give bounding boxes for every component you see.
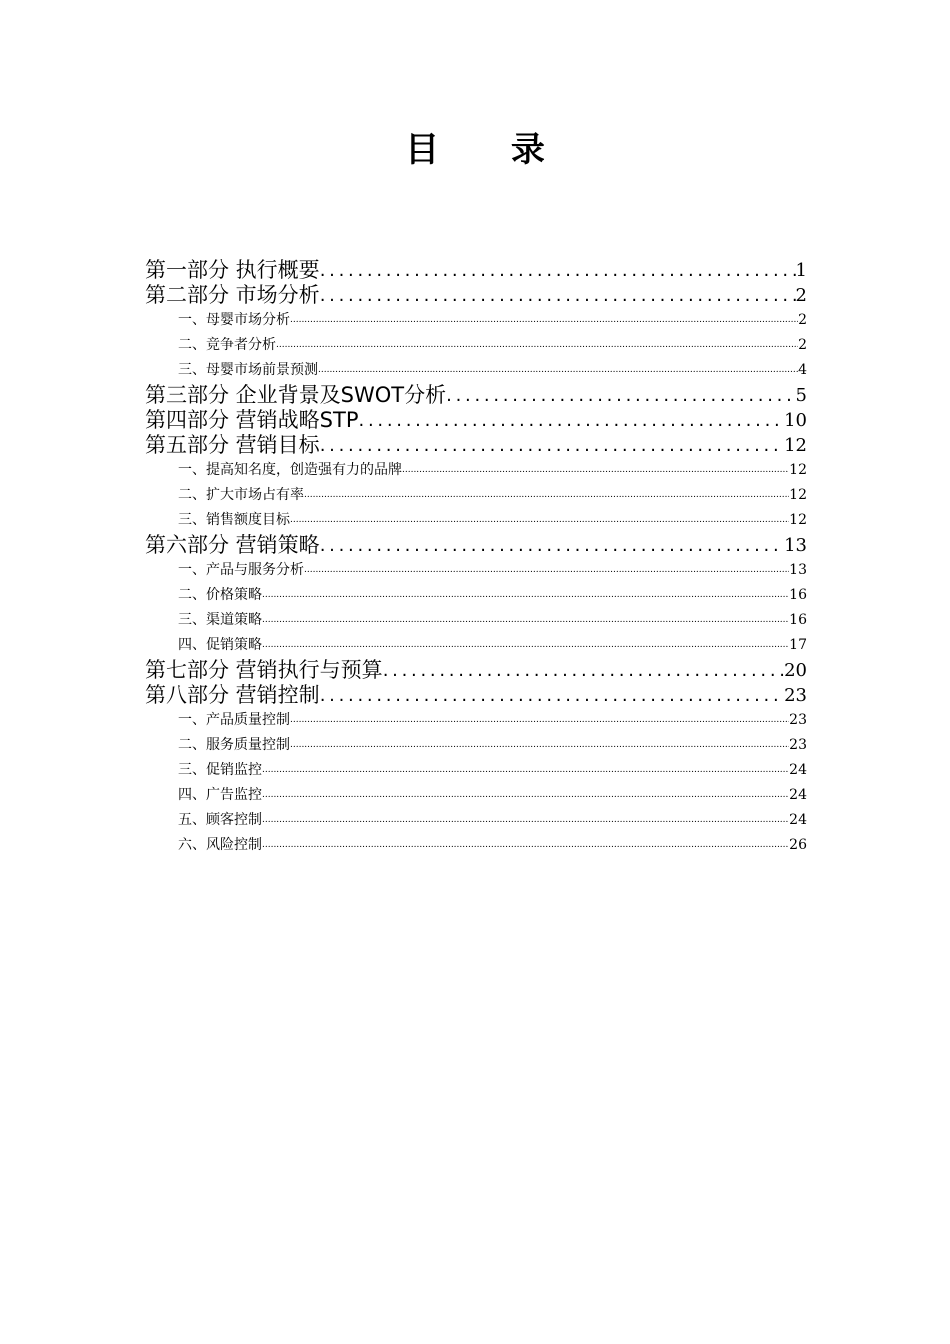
- toc-leader-dots: [290, 306, 798, 333]
- toc-subentry[interactable]: [145, 508, 807, 533]
- toc-subentry-page: 16: [789, 587, 807, 603]
- toc-subentry-label: 一、提高知名度，创造强有力的品牌: [178, 462, 402, 478]
- toc-subentry-page: 2: [798, 312, 807, 328]
- toc-subentry-page: 24: [789, 812, 807, 828]
- toc-subentry[interactable]: [145, 733, 807, 758]
- toc-subentry-page: 17: [789, 637, 807, 653]
- toc-entry-page: 2: [795, 285, 807, 306]
- toc-entry-label: 第五部分 营销目标: [145, 433, 320, 457]
- toc-entry[interactable]: [145, 283, 807, 308]
- toc-subentry-label: 二、竞争者分析: [178, 337, 276, 353]
- toc-entry-label: 第七部分 营销执行与预算: [145, 658, 383, 682]
- toc-leader-dots: [318, 356, 798, 383]
- toc-subentry-label: 四、促销策略: [178, 637, 262, 653]
- toc-subentry-label: 二、扩大市场占有率: [178, 487, 304, 503]
- toc-leader-dots: [402, 456, 789, 483]
- toc-subentry-label: 四、广告监控: [178, 787, 262, 803]
- toc-subentry[interactable]: [145, 833, 807, 858]
- toc-leader-dots: [320, 682, 784, 708]
- toc-entry-page: 20: [784, 660, 807, 681]
- toc-leader-dots: [304, 481, 789, 508]
- toc-subentry[interactable]: [145, 308, 807, 333]
- toc-subentry[interactable]: [145, 558, 807, 583]
- toc-subentry-label: 一、产品质量控制: [178, 712, 290, 728]
- toc-leader-dots: [383, 657, 784, 683]
- toc-subentry-label: 三、渠道策略: [178, 612, 262, 628]
- toc-leader-dots: [320, 257, 796, 283]
- table-of-contents: [145, 258, 807, 858]
- toc-entry-label: 第六部分 营销策略: [145, 533, 320, 557]
- toc-entry-label: 第一部分 执行概要: [145, 258, 320, 282]
- toc-subentry-page: 4: [798, 362, 807, 378]
- toc-subentry[interactable]: [145, 808, 807, 833]
- toc-leader-dots: [262, 756, 789, 783]
- toc-subentry-label: 二、价格策略: [178, 587, 262, 603]
- toc-entry[interactable]: [145, 258, 807, 283]
- toc-subentry[interactable]: [145, 483, 807, 508]
- toc-subentry[interactable]: [145, 333, 807, 358]
- toc-leader-dots: [290, 731, 789, 758]
- toc-entry-label: 第八部分 营销控制: [145, 683, 320, 707]
- toc-entry-page: 5: [795, 385, 807, 406]
- toc-leader-dots: [320, 282, 796, 308]
- toc-leader-dots: [359, 407, 785, 433]
- toc-entry[interactable]: [145, 533, 807, 558]
- toc-subentry-label: 三、母婴市场前景预测: [178, 362, 318, 378]
- toc-subentry-label: 一、母婴市场分析: [178, 312, 290, 328]
- toc-leader-dots: [262, 606, 789, 633]
- toc-leader-dots: [290, 506, 789, 533]
- toc-subentry[interactable]: [145, 758, 807, 783]
- toc-subentry-page: 23: [789, 737, 807, 753]
- toc-subentry-label: 二、服务质量控制: [178, 737, 290, 753]
- toc-entry[interactable]: [145, 683, 807, 708]
- toc-entry-page: 13: [784, 535, 807, 556]
- toc-subentry-page: 16: [789, 612, 807, 628]
- toc-leader-dots: [304, 556, 789, 583]
- toc-subentry[interactable]: [145, 458, 807, 483]
- toc-entry[interactable]: [145, 383, 807, 408]
- toc-entry[interactable]: [145, 433, 807, 458]
- toc-subentry[interactable]: [145, 583, 807, 608]
- toc-subentry[interactable]: [145, 358, 807, 383]
- toc-subentry-page: 12: [789, 512, 807, 528]
- toc-leader-dots: [320, 432, 784, 458]
- toc-subentry[interactable]: [145, 708, 807, 733]
- toc-subentry-page: 26: [789, 837, 807, 853]
- toc-subentry-page: 24: [789, 787, 807, 803]
- toc-entry-page: 23: [784, 685, 807, 706]
- toc-entry-page: 12: [784, 435, 807, 456]
- toc-subentry-page: 12: [789, 487, 807, 503]
- page-title: 目 录: [405, 130, 575, 170]
- toc-leader-dots: [262, 581, 789, 608]
- toc-leader-dots: [262, 806, 789, 833]
- toc-subentry-label: 三、促销监控: [178, 762, 262, 778]
- toc-subentry-page: 13: [789, 562, 807, 578]
- toc-subentry-page: 2: [798, 337, 807, 353]
- toc-leader-dots: [276, 331, 798, 358]
- toc-subentry-page: 12: [789, 462, 807, 478]
- toc-subentry-label: 六、风险控制: [178, 837, 262, 853]
- toc-leader-dots: [262, 781, 789, 808]
- toc-leader-dots: [262, 831, 789, 858]
- toc-subentry-page: 23: [789, 712, 807, 728]
- toc-subentry-label: 三、销售额度目标: [178, 512, 290, 528]
- toc-entry-label: 第二部分 市场分析: [145, 283, 320, 307]
- toc-entry[interactable]: [145, 408, 807, 433]
- toc-subentry-page: 24: [789, 762, 807, 778]
- toc-subentry[interactable]: [145, 783, 807, 808]
- toc-entry-label: 第四部分 营销战略STP: [145, 408, 359, 432]
- toc-subentry[interactable]: [145, 633, 807, 658]
- toc-subentry-label: 一、产品与服务分析: [178, 562, 304, 578]
- toc-entry-label: 第三部分 企业背景及SWOT分析: [145, 383, 447, 407]
- toc-entry-page: 1: [795, 260, 807, 281]
- toc-subentry-label: 五、顾客控制: [178, 812, 262, 828]
- toc-subentry[interactable]: [145, 608, 807, 633]
- toc-leader-dots: [446, 382, 795, 408]
- toc-leader-dots: [262, 631, 789, 658]
- toc-leader-dots: [320, 532, 784, 558]
- toc-entry-page: 10: [784, 410, 807, 431]
- toc-entry[interactable]: [145, 658, 807, 683]
- toc-leader-dots: [290, 706, 789, 733]
